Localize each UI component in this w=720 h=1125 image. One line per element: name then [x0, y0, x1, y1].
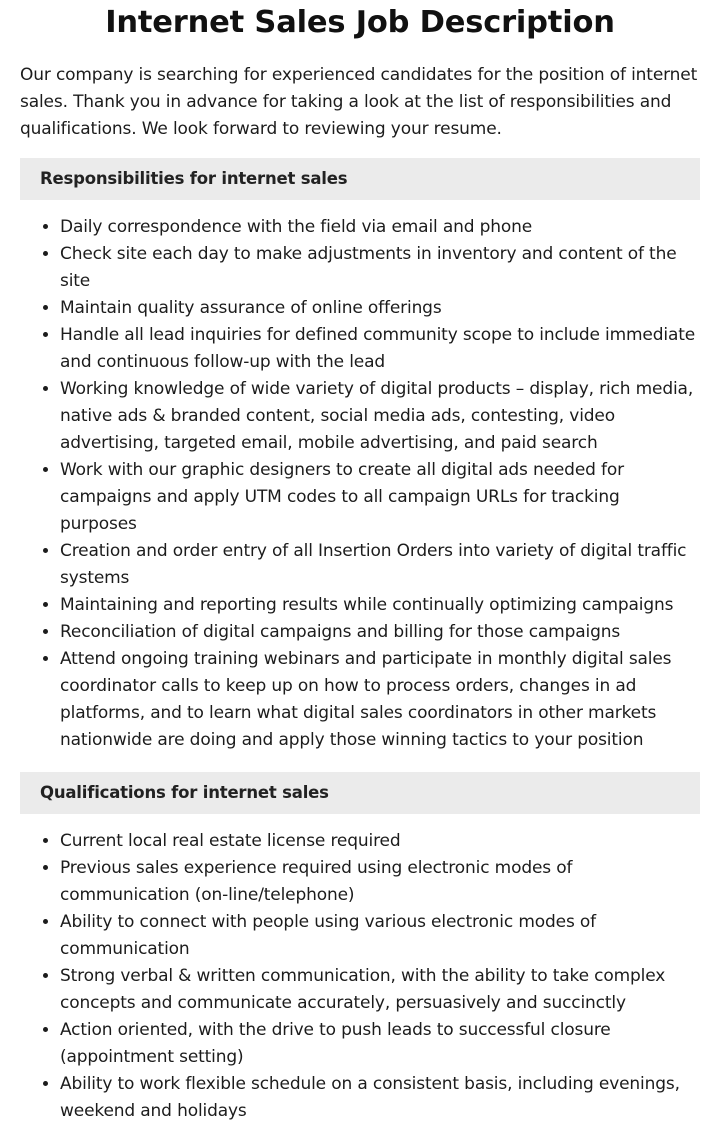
list-item: • Handle all lead inquiries for defined community scope to include immediate and continuous follow-up with the lead	[60, 322, 700, 376]
list-item: • Maintaining and reporting results while continually optimizing campaigns	[60, 592, 700, 619]
list-item: • Daily correspondence with the field via email and phone	[60, 214, 700, 241]
list-item: • Ability to work flexible schedule on a consistent basis, including evenings, weekend and holidays	[60, 1071, 700, 1125]
list-item: • Action oriented, with the drive to push leads to successful closure (appointment setting)	[60, 1017, 700, 1071]
list-item: • Check site each day to make adjustments in inventory and content of the site	[60, 241, 700, 295]
responsibilities-list	[20, 214, 700, 754]
list-item: • Attend ongoing training webinars and participate in monthly digital sales coordinator calls to keep up on how to process orders, changes in ad platforms, and to learn what digital sales coordinators in other markets nationwide are doing and apply those winning tactics to your position	[60, 646, 700, 754]
responsibilities-heading: Responsibilities for internet sales	[20, 158, 700, 200]
list-item: • Ability to connect with people using various electronic modes of communication	[60, 909, 700, 963]
intro-paragraph: Our company is searching for experienced candidates for the position of internet sales. Thank you in advance for taking a look at the list of responsibilities and qualifications. We look forward to reviewing your resume.	[20, 65, 698, 139]
list-item: • Previous sales experience required using electronic modes of communication (on-line/telephone)	[60, 855, 700, 909]
qualifications-list	[20, 828, 700, 1125]
list-item: • Reconciliation of digital campaigns and billing for those campaigns	[60, 619, 700, 646]
list-item: • Strong verbal & written communication, with the ability to take complex concepts and communicate accurately, persuasively and succinctly	[60, 963, 700, 1017]
list-item: • Creation and order entry of all Insertion Orders into variety of digital traffic systems	[60, 538, 700, 592]
list-item: • Maintain quality assurance of online offerings	[60, 295, 700, 322]
qualifications-heading: Qualifications for internet sales	[20, 772, 700, 814]
page-title: Internet Sales Job Description	[105, 5, 615, 40]
list-item: • Working knowledge of wide variety of digital products – display, rich media, native ads & branded content, social media ads, contesting, video advertising, targeted email, mobile advertising, and paid search	[60, 376, 700, 457]
list-item: • Work with our graphic designers to create all digital ads needed for campaigns and apply UTM codes to all campaign URLs for tracking purposes	[60, 457, 700, 538]
list-item: • Current local real estate license required	[60, 828, 700, 855]
